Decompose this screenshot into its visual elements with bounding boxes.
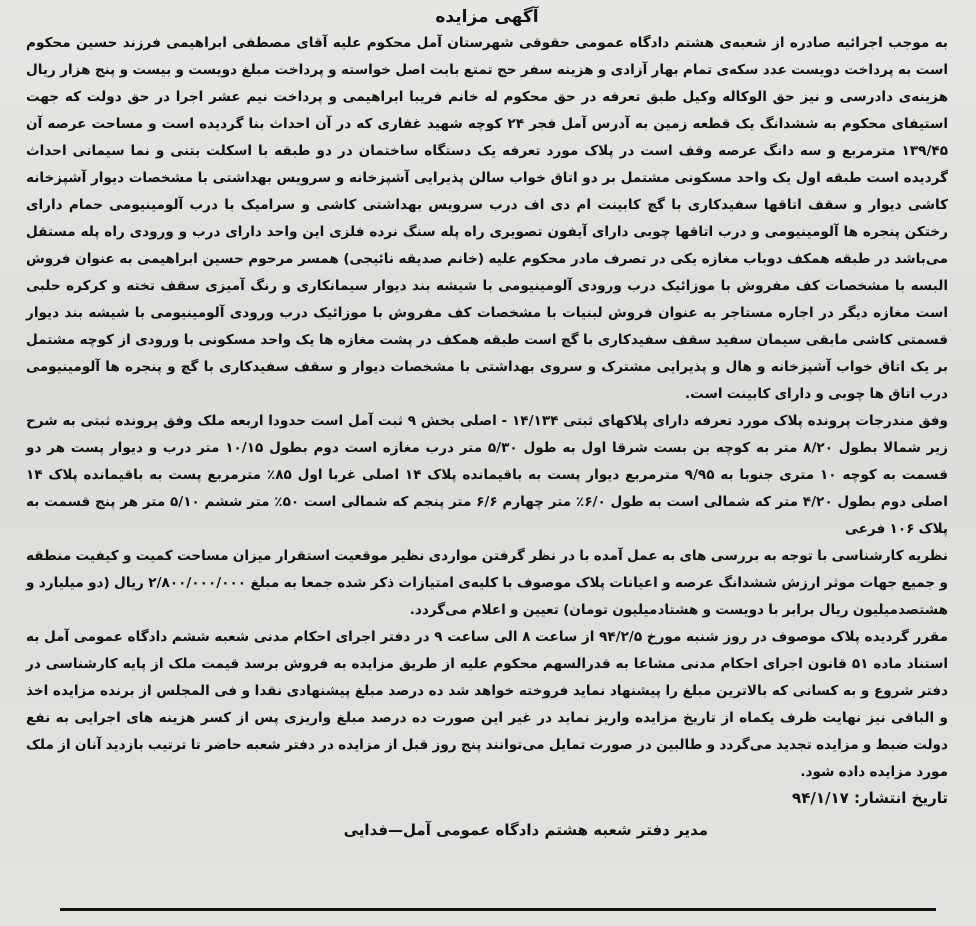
bottom-divider [60, 908, 936, 911]
paragraph-registry-boundaries: وفق مندرجات پرونده پلاک مورد تعرفه دارای پلاکهای ثبتی ۱۴/۱۳۴ - اصلی بخش ۹ ثبت آمل است حدودا اربعه ملک وفق پرونده ثبتی به شرح زیر شمالا بطول ۸/۲۰ متر به کوچه بن بست شرقا اول به طول ۵/۳۰ متر درب مغازه است دوم بطول ۱۰/۱۵ متر درب و دیوار پست هر دو قسمت به کوچه ۱۰ متری جنوبا به ۹/۹۵ مترمربع دیوار پست به باقیمانده پلاک ۱۴ اصلی غربا اول ۸۵٪ مترمربع پست به باقیمانده پلاک ۱۴ اصلی دوم بطول ۴/۲۰ متر که شمالی است به طول ۶/۰٪ متر چهارم ۶/۶ متر پنجم که شمالی است ۵۰٪ متر ششم ۵/۱۰ متر هر پنج قسمت به پلاک ۱۰۶ فرعی [26, 413, 948, 537]
paragraph-auction-terms: مقرر گردیده پلاک موصوف در روز شنبه مورخ ۹۴/۲/۵ از ساعت ۸ الی ساعت ۹ در دفتر اجرای احکام مدنی شعبه ششم دادگاه عمومی آمل به استناد ماده ۵۱ قانون اجرای احکام مدنی مشاعا به قدرالسهم محکوم علیه از طریق مزایده به فروش برسد قیمت ملک از پایه کارشناسی در دفتر شروع و به کسانی که بالاترین مبلغ را پیشنهاد نماید فروخته خواهد شد ده درصد مبلغ پیشنهادی نقدا و فی المجلس از برنده مزایده اخذ و الباقی نیز نهایت ظرف یکماه از تاریخ مزایده واریز نماید در غیر این صورت ده درصد مبلغ واریزی پس از کسر هزینه های اجرایی به نفع دولت ضبط و مزایده تجدید می‌گردد و طالبین در صورت تمایل می‌توانند پنج روز قبل از مزایده در دفتر شعبه حاضر تا ترتیب بازدید آنان از ملک مورد مزایده داده شود. [26, 629, 948, 780]
notice-title: آگهی مزایده [435, 7, 539, 27]
paragraph-expert-valuation: نظریه کارشناسی با توجه به بررسی های به عمل آمده با در نظر گرفتن مواردی نظیر موقعیت استقرار میزان مساحت کمیت و کیفیت منطقه و جمیع جهات موثر ارزش ششدانگ عرصه و اعیانات پلاک موصوف با کلیه‌ی امتیازات ذکر شده جمعا به مبلغ ۲/۸۰۰/۰۰۰/۰۰۰ ریال (دو میلیارد و هشتصدمیلیون ریال برابر با دویست و هشتادمیلیون تومان) تعیین و اعلام می‌گردد. [26, 548, 949, 618]
signature-line: مدیر دفتر شعبه هشتم دادگاه عمومی آمل—فدایی [343, 821, 708, 839]
publication-date: تاریخ انتشار: ۹۴/۱/۱۷ [792, 789, 948, 807]
notice-body [26, 30, 948, 786]
paragraph-judgment: به موجب اجرائیه صادره از شعبه‌ی هشتم دادگاه عمومی حقوقی شهرستان آمل محکوم علیه آقای مصطفی ابراهیمی فرزند حسین محکوم است به پرداخت دویست عدد سکه‌ی تمام بهار آزادی و هزینه سفر حج تمتع بابت اصل خواسته و پرداخت مبلغ دویست و بیست و پنج هزار ریال هزینه‌ی دادرسی و نیز حق الوکاله وکیل طبق تعرفه در حق محکوم له خانم فریبا ابراهیمی و پرداخت نیم عشر اجرا در حق دولت که جهت استیفای محکوم به ششدانگ یک قطعه زمین به آدرس آمل فجر ۲۴ کوچه شهید غفاری که در آن احداث بنا گردیده است و مساحت عرصه آن ۱۳۹/۴۵ مترمربع و سه دانگ عرصه وقف است در پلاک مورد تعرفه یک دستگاه ساختمان در دو طبقه با اسکلت بتنی و نما سیمانی احداث گردیده است طبقه اول یک واحد مسکونی مشتمل بر دو اتاق خواب سالن پذیرایی آشپزخانه و سرویس بهداشتی با مشخصات دیوار آشپزخانه کاشی دیوار و سقف اتاقها سفیدکاری با گچ کابینت ام دی اف درب سرویس بهداشتی کاشی و سرامیک با درب آلومینیومی حمام دارای رختکن پنجره ها آلومینیومی و درب اتاقها چوبی دارای آیفون تصویری راه پله سنگ نرده فلزی این واحد دارای درب و ورودی راه پله مستقل می‌باشد در طبقه همکف دوباب مغازه یکی در تصرف مادر محکوم علیه (خانم صدیقه نائیجی) همسر مرحوم حسین ابراهیمی به عنوان فروش البسه با مشخصات کف مفروش با موزائیک درب ورودی آلومینیومی با شیشه بند دیوار سیمانکاری و رنگ آمیزی سقف تخته و کرکره حلبی است مغازه دیگر در اجاره مستاجر به عنوان فروش لبنیات با مشخصات کف مفروش با موزائیک درب ورودی آلومینیومی با شیشه بند دیوار قسمتی کاشی مابقی سیمان سفید سقف سفیدکاری با گچ است طبقه همکف در پشت مغازه ها یک واحد مسکونی با ورودی از کوچه مشتمل بر یک اتاق خواب آشپزخانه و هال و پذیرایی مشترک و سروی بهداشتی با مشخصات دیوار و سقف سفیدکاری با گچ و پنجره ها آلومینیومی درب اتاق ها چوبی و دارای کابینت است. [26, 35, 948, 402]
